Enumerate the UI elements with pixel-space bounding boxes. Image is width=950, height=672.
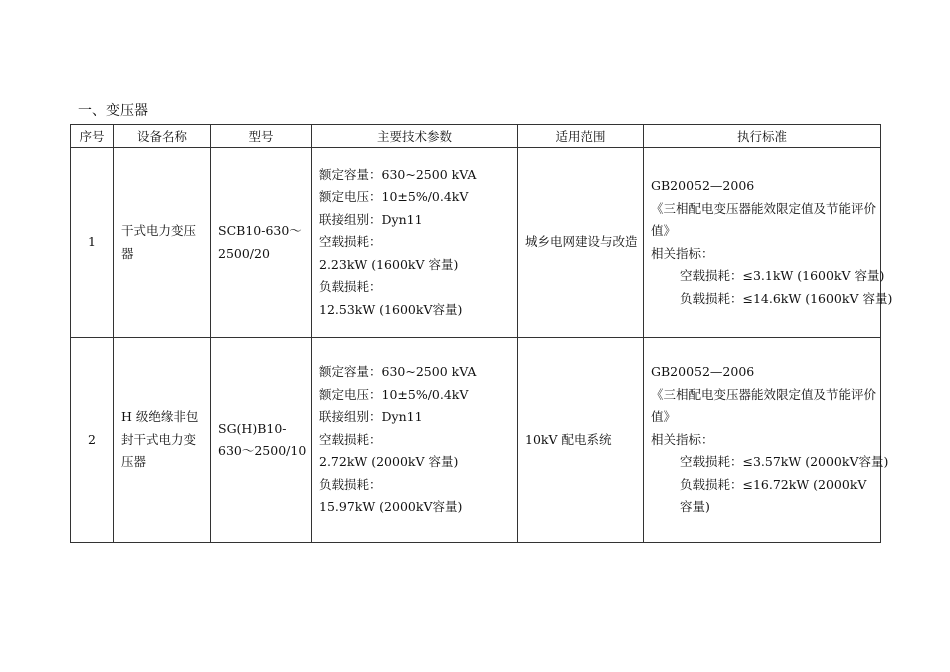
row-no: 2	[71, 338, 114, 543]
param-connection-group: 联接组别：Dyn11	[319, 409, 423, 425]
param-rated-capacity: 额定容量：630~2500 kVA	[319, 364, 477, 380]
scope-text: 城乡电网建设与改造	[525, 234, 638, 250]
model-text: SG(H)B10-630～2500/10	[218, 420, 307, 458]
header-scope: 适用范围	[518, 125, 644, 148]
param-noload-value: 2.23kW (1600kV 容量)	[319, 256, 459, 272]
table-header-row	[71, 125, 881, 148]
row-no: 1	[71, 148, 114, 338]
param-load-label: 负载损耗：	[319, 476, 382, 492]
row-standard	[644, 148, 893, 338]
row-standard	[644, 338, 889, 543]
row-device-name	[114, 338, 211, 543]
row-model	[211, 338, 312, 543]
standard-code: GB20052—2006	[651, 364, 755, 380]
param-noload-label: 空载损耗：	[319, 234, 382, 250]
param-load-label: 负载损耗：	[319, 279, 382, 295]
param-rated-voltage: 额定电压：10±5%/0.4kV	[319, 386, 469, 402]
standard-load: 负载损耗：≤14.6kW (1600kV 容量)	[680, 290, 893, 306]
row-model	[211, 148, 312, 338]
header-model: 型号	[211, 125, 312, 148]
param-noload-label: 空载损耗：	[319, 431, 382, 447]
param-connection-group: 联接组别：Dyn11	[319, 211, 423, 227]
model-text: SCB10-630～2500/20	[218, 223, 302, 261]
row-params	[312, 338, 518, 543]
header-params: 主要技术参数	[312, 125, 518, 148]
standard-code: GB20052—2006	[651, 178, 755, 193]
standard-title: 《三相配电变压器能效限定值及节能评价值》	[651, 386, 877, 425]
header-device-name: 设备名称	[114, 125, 211, 148]
row-scope	[518, 338, 644, 543]
header-standard: 执行标准	[644, 125, 881, 148]
transformer-table	[70, 124, 893, 543]
standard-noload: 空载损耗：≤3.1kW (1600kV 容量)	[680, 268, 885, 283]
table-row	[71, 148, 881, 338]
param-rated-capacity: 额定容量：630~2500 kVA	[319, 166, 477, 182]
section-title: 一、变压器	[78, 103, 148, 119]
device-name-text: 干式电力变压器	[121, 223, 197, 261]
param-load-value: 12.53kW (1600kV容量)	[319, 301, 463, 317]
param-rated-voltage: 额定电压：10±5%/0.4kV	[319, 189, 469, 205]
row-scope	[518, 148, 644, 338]
scope-text: 10kV 配电系统	[525, 431, 612, 447]
row-device-name	[114, 148, 211, 338]
table-row	[71, 338, 881, 543]
standard-indicator-label: 相关指标：	[651, 431, 714, 447]
standard-indicator-label: 相关指标：	[651, 245, 714, 261]
standard-title: 《三相配电变压器能效限定值及节能评价值》	[651, 200, 877, 238]
standard-load: 负载损耗：≤16.72kW (2000kV 容量)	[680, 476, 867, 515]
param-noload-value: 2.72kW (2000kV 容量)	[319, 454, 459, 470]
device-name-text: H 级绝缘非包封干式电力变压器	[121, 409, 199, 470]
param-load-value: 15.97kW (2000kV容量)	[319, 499, 463, 515]
header-no: 序号	[71, 125, 114, 148]
standard-noload: 空载损耗：≤3.57kW (2000kV容量)	[680, 454, 889, 470]
row-params	[312, 148, 518, 338]
